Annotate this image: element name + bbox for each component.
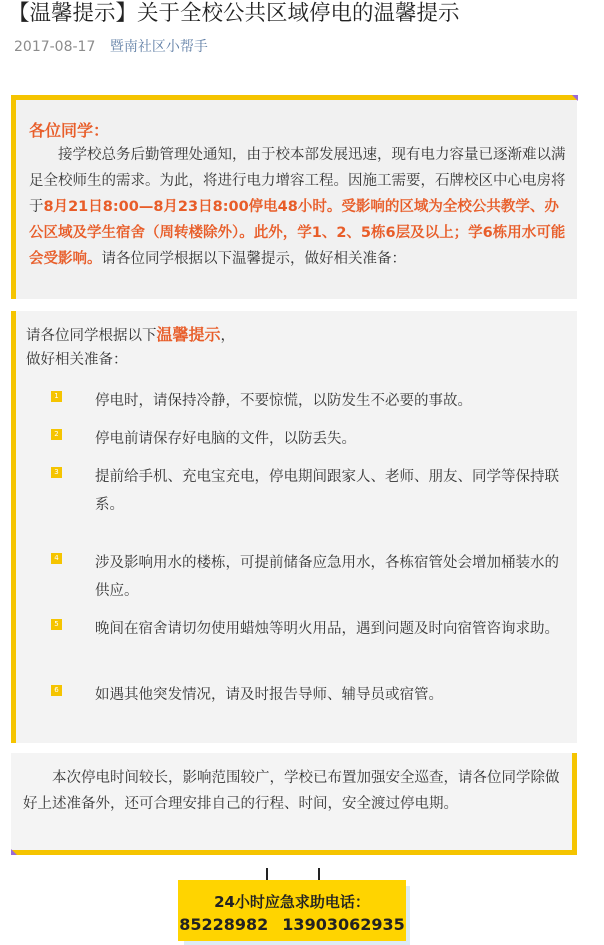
tip-number-badge: 5 — [51, 619, 62, 630]
author-link[interactable]: 暨南社区小帮手 — [109, 39, 208, 55]
publish-date: 2017-08-17 — [14, 39, 96, 55]
tip-number-badge: 2 — [51, 429, 62, 440]
tip-number-badge: 4 — [51, 553, 62, 564]
tips-intro — [26, 323, 566, 372]
greeting: 各位同学： — [29, 121, 110, 140]
tip-text: 涉及影响用水的楼栋，可提前储备应急用水，各栋宿管处会增加桶装水的供应。 — [95, 555, 559, 599]
hotline-box — [178, 880, 406, 941]
closing-paragraph: 本次停电时间较长，影响范围较广，学校已布置加强安全巡查，请各位同学除做好上述准备外，还可合理安排自己的行程、时间，安全渡过停电期。 — [23, 770, 560, 812]
phone-number[interactable]: 85228982 — [179, 915, 269, 934]
hotline-phones — [178, 912, 406, 938]
article-meta — [14, 36, 208, 56]
tip-number-badge: 6 — [51, 685, 62, 696]
article-title: 【温馨提示】关于全校公共区域停电的温馨提示 — [8, 1, 460, 26]
closing-card — [11, 753, 577, 855]
tip-number-badge: 1 — [51, 391, 62, 402]
tips-intro-prefix: 请各位同学根据以下 — [26, 328, 157, 344]
corner-decoration — [11, 849, 17, 855]
tip-text: 停电前请保存好电脑的文件，以防丢失。 — [95, 431, 356, 447]
notice-card — [11, 95, 577, 299]
notice-highlight: 8月21日8:00—8月23日8:00停电48小时。受影响的区域为全校公共教学、办公区域及学生宿舍（周转楼除外）。此外，学1、2、5栋6层及以上；学6栋用水可能会受影响。 — [29, 199, 566, 267]
corner-decoration — [572, 95, 578, 101]
notice-text: 接学校总务后勤管理处通知，由于校本部发展迅速，现有电力容量已逐渐难以满足全校师生的需求。为此，将进行电力增容工程。因施工需要，石牌校区中心电房将于 — [29, 147, 566, 215]
tip-text: 晚间在宿舍请切勿使用蜡烛等明火用品，遇到问题及时向宿管咨询求助。 — [95, 621, 559, 637]
tips-card — [11, 311, 577, 743]
tip-text: 提前给手机、充电宝充电，停电期间跟家人、老师、朋友、同学等保持联系。 — [95, 469, 559, 513]
phone-number[interactable]: 13903062935 — [282, 915, 405, 934]
notice-text-end: 请各位同学根据以下温馨提示，做好相关准备： — [101, 251, 406, 267]
notice-paragraph — [29, 142, 569, 272]
tips-intro-line2: 做好相关准备： — [26, 352, 128, 368]
tips-intro-suffix: ， — [220, 328, 236, 344]
tip-text: 如遇其他突发情况，请及时报告导师、辅导员或宿管。 — [95, 687, 443, 703]
tip-number-badge: 3 — [51, 467, 62, 478]
hotline-label: 24小时应急求助电话： — [214, 893, 370, 911]
tips-intro-highlight: 温馨提示 — [156, 325, 221, 344]
tip-text: 停电时，请保持冷静，不要惊慌，以防发生不必要的事故。 — [95, 393, 472, 409]
